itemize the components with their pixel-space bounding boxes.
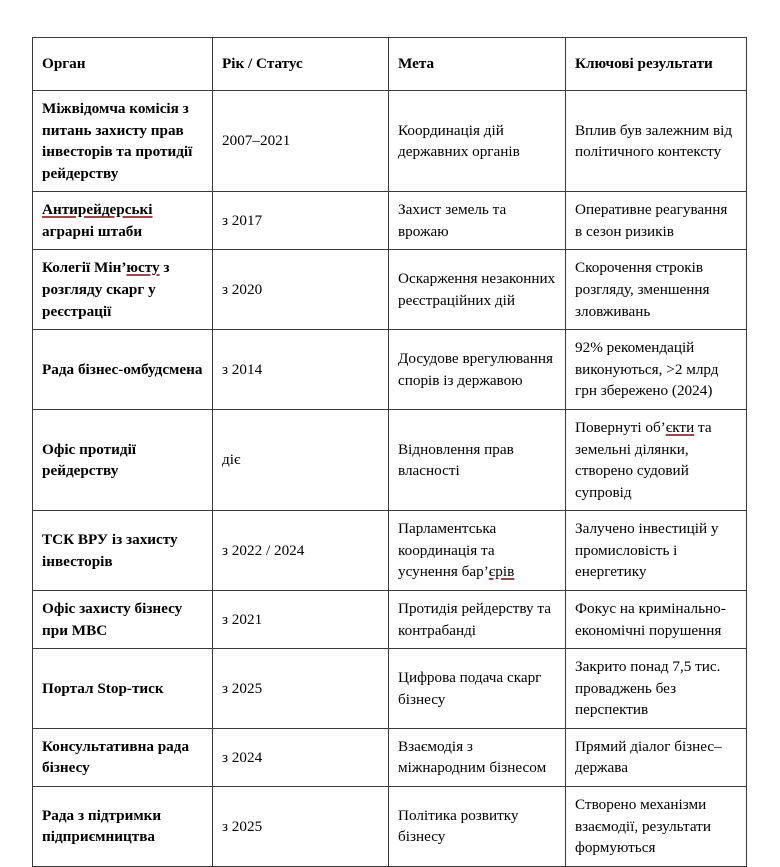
cell-goal: Координація дій державних органів	[389, 91, 566, 192]
cell-organ: Офіс протидії рейдерству	[33, 409, 213, 510]
cell-organ-text: аграрні штаби	[42, 222, 143, 240]
cell-year-status: з 2025	[213, 787, 389, 867]
cell-organ: Офіс захисту бізнесу при МВС	[33, 590, 213, 648]
cell-results-text-tail: та земельні ділянки, створено судовий супровід	[575, 418, 712, 501]
table-row	[33, 590, 747, 648]
cell-organ: ТСК ВРУ із захисту інвесторів	[33, 511, 213, 591]
spellcheck-text: єкти	[665, 418, 695, 436]
cell-key-results: Залучено інвестицій у промисловість і енергетику	[566, 511, 747, 591]
cell-year-status: з 2022 / 2024	[213, 511, 389, 591]
table-header	[33, 38, 747, 91]
cell-goal: Взаємодія з міжнародним бізнесом	[389, 728, 566, 786]
table-row	[33, 511, 747, 591]
column-header-year-status: Рік / Статус	[213, 38, 389, 91]
cell-key-results: Вплив був залежним від політичного контексту	[566, 91, 747, 192]
cell-year-status: з 2020	[213, 250, 389, 330]
table-container	[32, 37, 746, 867]
cell-year-status: з 2021	[213, 590, 389, 648]
cell-goal-text: Парламентська координація та усунення бар’	[398, 520, 497, 581]
government-bodies-table	[32, 37, 747, 867]
cell-key-results: Скорочення строків розгляду, зменшення зловживань	[566, 250, 747, 330]
table-row	[33, 250, 747, 330]
table-row	[33, 787, 747, 867]
cell-organ: Консультативна рада бізнесу	[33, 728, 213, 786]
cell-results-text: Повернуті об’	[575, 418, 666, 436]
cell-year-status: з 2024	[213, 728, 389, 786]
cell-goal	[389, 511, 566, 591]
cell-key-results	[566, 409, 747, 510]
cell-organ-text: Колегії Мін’	[42, 259, 127, 277]
cell-key-results: Створено механізми взаємодії, результати формуються	[566, 787, 747, 867]
cell-organ: Портал Stop-тиск	[33, 649, 213, 729]
table-row	[33, 649, 747, 729]
table-header-row	[33, 38, 747, 91]
spellcheck-text: Антирейдерські	[42, 201, 153, 219]
cell-organ	[33, 250, 213, 330]
table-row	[33, 409, 747, 510]
column-header-goal: Мета	[389, 38, 566, 91]
cell-goal: Політика розвитку бізнесу	[389, 787, 566, 867]
cell-year-status: 2007–2021	[213, 91, 389, 192]
column-header-organ: Орган	[33, 38, 213, 91]
table-row	[33, 192, 747, 250]
spellcheck-text: юсту	[126, 259, 160, 277]
table-row	[33, 728, 747, 786]
cell-key-results: Закрито понад 7,5 тис. проваджень без перспектив	[566, 649, 747, 729]
cell-key-results: 92% рекомендацій виконуються, >2 млрд грн збережено (2024)	[566, 330, 747, 410]
cell-organ: Рада з підтримки підприємництва	[33, 787, 213, 867]
cell-organ: Рада бізнес-омбудсмена	[33, 330, 213, 410]
cell-organ	[33, 192, 213, 250]
cell-key-results: Оперативне реагування в сезон ризиків	[566, 192, 747, 250]
table-body	[33, 91, 747, 867]
cell-key-results: Фокус на кримінально-економічні порушення	[566, 590, 747, 648]
cell-year-status: діє	[213, 409, 389, 510]
cell-organ: Міжвідомча комісія з питань захисту прав інвесторів та протидії рейдерству	[33, 91, 213, 192]
cell-goal: Захист земель та врожаю	[389, 192, 566, 250]
cell-goal: Досудове врегулювання спорів із державою	[389, 330, 566, 410]
table-row	[33, 330, 747, 410]
cell-key-results: Прямий діалог бізнес–держава	[566, 728, 747, 786]
cell-goal: Цифрова подача скарг бізнесу	[389, 649, 566, 729]
cell-year-status: з 2025	[213, 649, 389, 729]
cell-year-status: з 2014	[213, 330, 389, 410]
table-row	[33, 91, 747, 192]
cell-organ-text-tail: з розгляду скарг у реєстрації	[42, 259, 170, 320]
column-header-key-results: Ключові результати	[566, 38, 747, 91]
cell-year-status: з 2017	[213, 192, 389, 250]
cell-goal: Протидія рейдерству та контрабанді	[389, 590, 566, 648]
spellcheck-text: єрів	[488, 563, 515, 581]
cell-goal: Оскарження незаконних реєстраційних дій	[389, 250, 566, 330]
cell-goal: Відновлення прав власності	[389, 409, 566, 510]
